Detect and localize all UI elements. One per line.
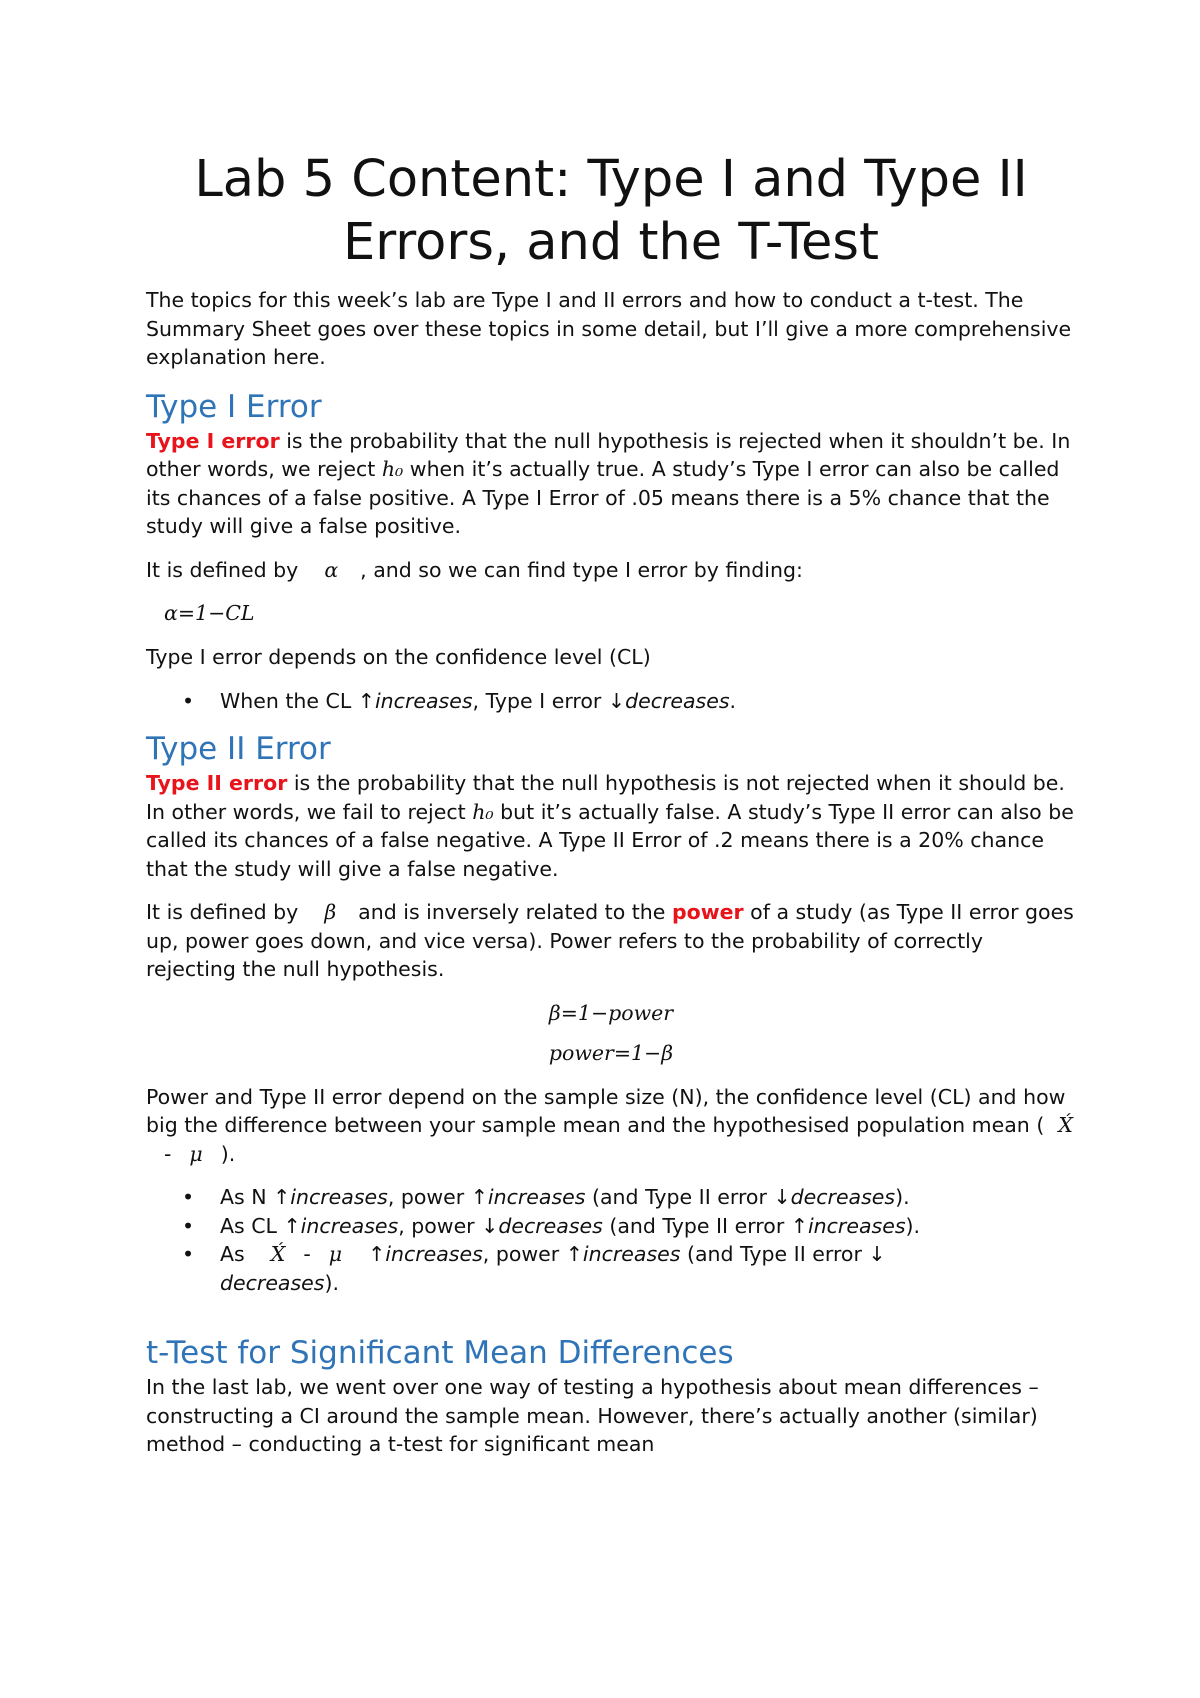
list-item: • As CL ↑increases, power ↓decreases (and Type II error ↑increases). [182, 1213, 921, 1238]
type2-bullet-list [146, 1183, 1076, 1297]
type1-term: Type I error [146, 428, 280, 453]
type2-beta-paragraph: It is defined by β and is inversely related to the power of a study (as Type II error goes up, power goes down, and vice versa). Power refers to the probability of correctly rejecting the null hypothesis. [146, 900, 1074, 981]
power-term: power [671, 900, 744, 924]
type2-term: Type II error [146, 771, 288, 795]
down-arrow-icon: ↓ [607, 688, 626, 713]
xbar-symbol: X́ [1058, 1113, 1073, 1137]
mu-symbol: μ [189, 1141, 203, 1166]
mu-symbol: μ [328, 1242, 343, 1266]
xbar-symbol: X́ [270, 1242, 286, 1266]
h0-symbol: h₀ [472, 799, 494, 824]
down-arrow-icon: ↓ [868, 1242, 886, 1266]
down-arrow-icon: ↓ [773, 1185, 791, 1209]
type1-alpha-paragraph: It is defined by α , and so we can find type I error by finding: [146, 557, 803, 582]
title-line-2: Errors, and the T-Test [343, 213, 879, 272]
down-arrow-icon: ↓ [481, 1213, 499, 1238]
list-item: • As X́ - μ ↑increases, power ↑increases (and Type II error ↓ decreases). [182, 1242, 886, 1295]
beta-symbol: β [324, 900, 337, 924]
type2-heading: Type II Error [146, 731, 331, 767]
list-item: • When the CL ↑increases, Type I error ↓decreases. [182, 688, 737, 713]
up-arrow-icon: ↑ [357, 688, 375, 713]
up-arrow-icon: ↑ [565, 1242, 583, 1266]
up-arrow-icon: ↑ [368, 1242, 386, 1266]
ttest-heading: t-Test for Significant Mean Differences [146, 1335, 734, 1371]
up-arrow-icon: ↑ [790, 1213, 808, 1238]
intro-paragraph: The topics for this week’s lab are Type I and II errors and how to conduct a t-test. The Summary Sheet goes over these topics in some detail, but I’ll give a more comprehensive explanation here. [146, 288, 1072, 369]
h0-symbol: h₀ [381, 457, 404, 481]
power-equation: power=1−β [548, 1040, 674, 1065]
type1-heading: Type I Error [146, 388, 322, 425]
type1-cl-paragraph: Type I error depends on the confidence level (CL) [146, 645, 651, 669]
up-arrow-icon: ↑ [273, 1185, 291, 1209]
type1-bullet-list [146, 687, 1076, 716]
up-arrow-icon: ↑ [470, 1185, 488, 1209]
alpha-equation: α=1−CL [164, 601, 255, 625]
up-arrow-icon: ↑ [283, 1213, 301, 1238]
beta-equation: β=1−power [548, 1000, 674, 1025]
type1-definition: Type I error is the probability that the null hypothesis is rejected when it shouldn’t be. In other words, we reject h₀ when it’s actually true. A study’s Type I error can also be called its chances of a false positive. A Type I Error of .05 means there is a 5% chance that the study will give a false positive. [146, 428, 1071, 538]
alpha-symbol: α [324, 557, 339, 582]
title-line-1: Lab 5 Content: Type I and Type II [194, 150, 1028, 209]
type2-definition: Type II error is the probability that the null hypothesis is not rejected when it should be. In other words, we fail to reject h₀ but it’s actually false. A study’s Type II error can also be called its chances of a false negative. A Type II Error of .2 means there is a 20% chance that the study will give a false negative. [146, 771, 1074, 881]
document-content [146, 148, 1076, 1474]
ttest-paragraph: In the last lab, we went over one way of testing a hypothesis about mean differences – constructing a CI around the sample mean. However, there’s actually another (similar) method – conducting a t-test for significant mean [146, 1375, 1039, 1456]
type2-factors-paragraph: Power and Type II error depend on the sample size (N), the confidence level (CL) and how big the difference between your sample mean and the hypothesised population mean ( X́- μ ). [146, 1084, 1073, 1166]
list-item: • As N ↑increases, power ↑increases (and Type II error ↓decreases). [182, 1185, 910, 1209]
page-title [146, 148, 1076, 274]
